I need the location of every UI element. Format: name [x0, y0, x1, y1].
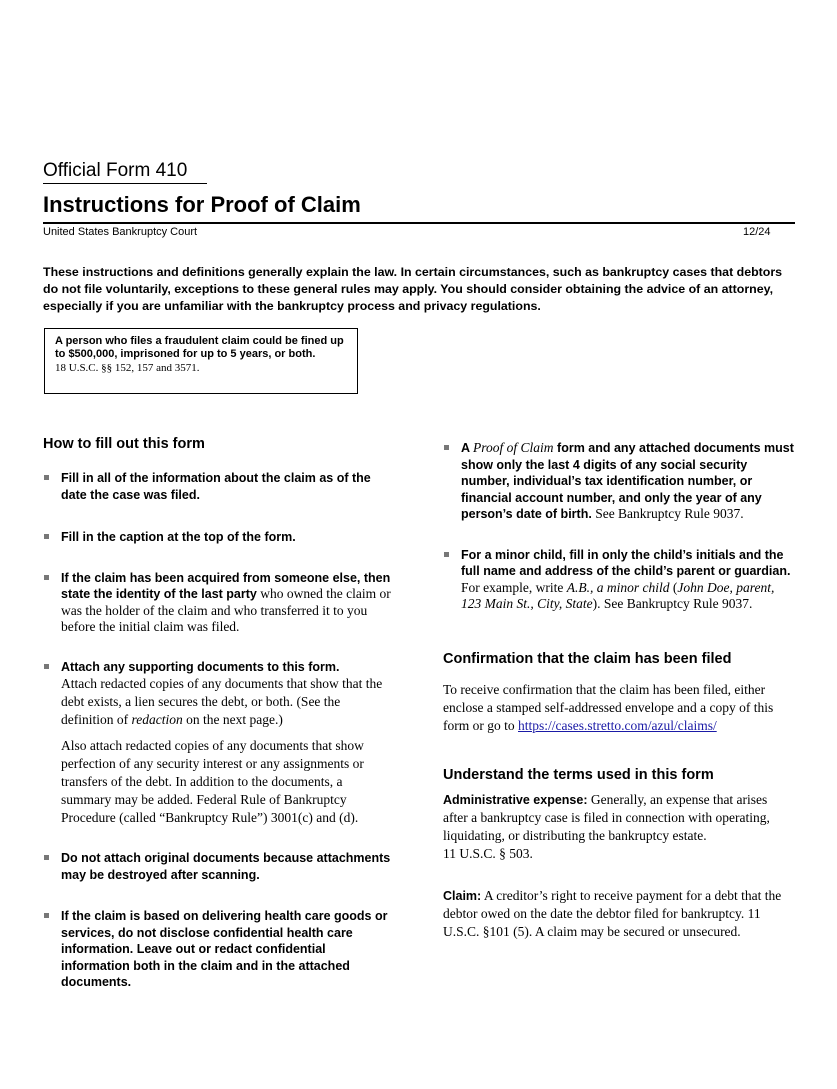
- term-label: Claim:: [443, 888, 482, 903]
- bullet-italic-text: A.B., a minor child: [566, 579, 670, 595]
- list-item: [443, 547, 795, 613]
- list-item: [43, 570, 395, 636]
- bullet-square-icon: [44, 534, 49, 539]
- bullet-square-icon: [44, 475, 49, 480]
- right-column: [443, 440, 795, 941]
- fraud-warning-box: [44, 328, 358, 394]
- term-definition: A creditor’s right to receive payment for a debt that the debtor owed on the date the debtor filed for bankruptcy. 11 U.S.C. §101 (5). A claim may be secured or unsecured.: [443, 887, 782, 939]
- term-administrative-expense: [443, 791, 795, 863]
- bullet-italic-text: John Doe, parent, 123 Main St., City, State: [461, 579, 775, 611]
- list-item: [43, 659, 395, 828]
- form-number: Official Form 410: [43, 160, 207, 184]
- term-definition: Generally, an expense that arises after a bankruptcy case is filed in connection with operating, liquidating, or distributing the bankruptcy estate.: [443, 791, 770, 843]
- list-item: [43, 529, 395, 546]
- bullet-reference: See Bankruptcy Rule 9037.: [591, 506, 744, 521]
- bullet-text: Attach redacted copies of any documents that show that the debt exists, a lien secures the debt, or both. (See the definition of: [61, 676, 383, 727]
- bullet-bold-text: If the claim has been acquired from someone else, then state the identity of the last party: [61, 570, 391, 601]
- title-divider: [43, 222, 795, 224]
- page-title: Instructions for Proof of Claim: [43, 192, 361, 217]
- term-citation: 11 U.S.C. § 503.: [443, 845, 533, 861]
- form-version: 12/24: [743, 226, 771, 238]
- bullet-square-icon: [44, 664, 49, 669]
- fraud-warning-text: A person who files a fraudulent claim could be fined up to $500,000, imprisoned for up to 5 years, or both.: [55, 335, 344, 360]
- bullet-bold-text: For a minor child, fill in only the child’s initials and the full name and address of the child’s parent or guardian.: [461, 547, 791, 578]
- bullet-square-icon: [444, 445, 449, 450]
- term-label: Administrative expense:: [443, 792, 588, 807]
- bullet-bold-text: form and any attached documents must show only the last 4 digits of any social security number, individual’s tax identification number, or financial account number, and only the year of any person’s date of birth.: [461, 441, 794, 521]
- bullet-italic-text: Proof of Claim: [473, 440, 554, 455]
- confirmation-text: To receive confirmation that the claim has been filed, either enclose a stamped self-addressed envelope and a copy of this form or go to: [443, 681, 774, 733]
- bullet-italic-text: redaction: [131, 712, 183, 727]
- fraud-warning-citation: 18 U.S.C. §§ 152, 157 and 3571.: [55, 362, 200, 374]
- court-name: United States Bankruptcy Court: [43, 226, 198, 238]
- terms-heading: Understand the terms used in this form: [443, 766, 714, 783]
- confirmation-paragraph: [443, 681, 795, 735]
- bullet-text: Do not attach original documents because attachments may be destroyed after scanning.: [61, 851, 391, 882]
- bullet-paragraph: [61, 675, 395, 729]
- list-item: [43, 908, 395, 991]
- bullet-text: ). See Bankruptcy Rule 9037.: [592, 596, 753, 611]
- list-item: [43, 850, 395, 883]
- bullet-bold-text: A: [461, 441, 474, 455]
- bullet-square-icon: [44, 913, 49, 918]
- bullet-text: Fill in all of the information about the claim as of the date the case was filed.: [61, 471, 371, 502]
- bullet-bold-text: Attach any supporting documents to this form.: [61, 659, 340, 674]
- bullet-text: (: [669, 579, 678, 595]
- bullet-square-icon: [44, 855, 49, 860]
- term-claim: [443, 887, 795, 941]
- list-item: [43, 470, 395, 503]
- list-item: [443, 440, 795, 523]
- bullet-square-icon: [44, 575, 49, 580]
- bullet-text: If the claim is based on delivering health care goods or services, do not disclose confidential health care information. Leave out or redact confidential information both in the claim and in the attached documents.: [61, 909, 388, 989]
- bullet-text: who owned the claim or was the holder of the claim and who transferred it to you before the initial claim was filed.: [61, 586, 391, 634]
- left-column: [43, 436, 395, 991]
- how-to-heading: How to fill out this form: [43, 436, 205, 452]
- bullet-text: on the next page.): [182, 712, 283, 727]
- confirmation-heading: Confirmation that the claim has been filed: [443, 650, 732, 667]
- intro-paragraph: These instructions and definitions generally explain the law. In certain circumstances, such as bankruptcy cases that debtors do not file voluntarily, exceptions to these general rules may apply. You should consider obtaining the advice of an attorney, especially if you are unfamiliar with the bankruptcy process and privacy regulations.: [43, 265, 783, 313]
- bullet-square-icon: [444, 552, 449, 557]
- bullet-paragraph: Also attach redacted copies of any documents that show perfection of any security interest or any assignments or transfers of the debt. In addition to the documents, a summary may be added. Federal Rule of Bankruptcy Procedure (called “Bankruptcy Rule”) 3001(c) and (d).: [61, 738, 364, 825]
- claims-website-link[interactable]: https://cases.stretto.com/azul/claims/: [518, 717, 717, 733]
- bullet-text: For example, write: [461, 579, 567, 595]
- bullet-text: Fill in the caption at the top of the form.: [61, 530, 296, 544]
